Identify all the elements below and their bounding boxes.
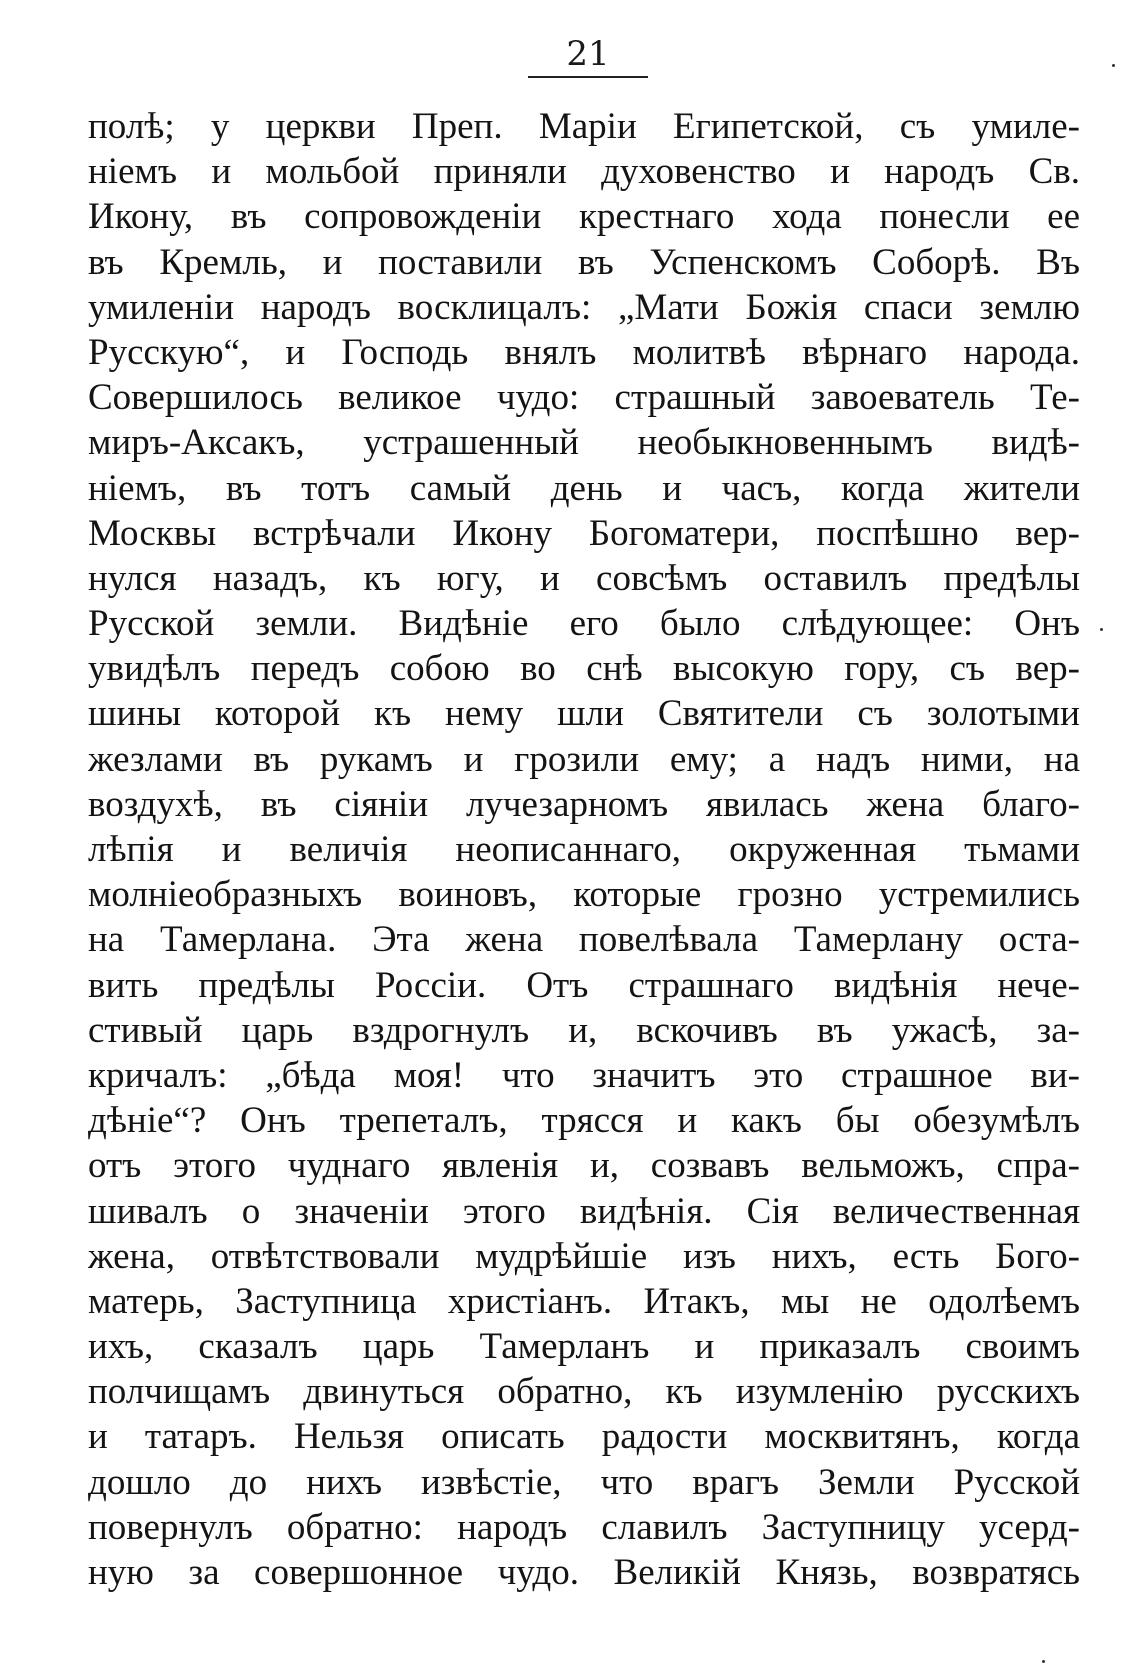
text-line: стивый царь вздрогнулъ и, вскочивъ въ ужасѣ, за- (88, 1009, 1080, 1051)
text-line: и татаръ. Нельзя описать радости москвитянъ, когда (88, 1416, 1080, 1458)
text-line: вить предѣлы Россіи. Отъ страшнаго видѣнія нече- (88, 964, 1080, 1006)
text-line: жена, отвѣтствовали мудрѣйшіе изъ нихъ, есть Бого- (88, 1235, 1080, 1277)
text-line: повернулъ обратно: народъ славилъ Заступницу усерд- (88, 1506, 1080, 1548)
text-line: полчищамъ двинуться обратно, къ изумленію русскихъ (88, 1371, 1080, 1413)
text-line: жезлами въ рукамъ и грозили ему; а надъ ними, на (88, 738, 1080, 780)
text-line: Русской земли. Видѣніе его было слѣдующее: Онъ (88, 603, 1080, 645)
text-line: увидѣлъ передъ собою во снѣ высокую гору, съ вер- (88, 648, 1080, 690)
text-line: дошло до нихъ извѣстіе, что врагъ Земли Русской (88, 1461, 1080, 1503)
text-line: дѣніе“? Онъ трепеталъ, трясся и какъ бы обезумѣлъ (88, 1100, 1080, 1142)
text-line: на Тамерлана. Эта жена повелѣвала Тамерлану оста- (88, 919, 1080, 961)
body-text (88, 104, 1080, 1595)
text-line: матерь, Заступница христіанъ. Итакъ, мы не одолѣемъ (88, 1280, 1080, 1322)
text-line: отъ этого чуднаго явленія и, созвавъ вельможъ, спра- (88, 1145, 1080, 1187)
text-line: въ Кремль, и поставили въ Успенскомъ Соборѣ. Въ (88, 241, 1080, 283)
text-line: ніемъ и мольбой приняли духовенство и народъ Св. (88, 151, 1080, 193)
text-line: лѣпія и величія неописаннаго, окруженная тьмами (88, 829, 1080, 870)
text-line: полѣ; у церкви Преп. Маріи Египетской, съ умиле- (88, 106, 1080, 147)
text-line: умиленіи народъ восклицалъ: „Мати Божія спаси землю (88, 286, 1080, 328)
text-line: ную за совершонное чудо. Великій Князь, возвратясь (88, 1552, 1080, 1593)
text-line: Икону, въ сопровожденіи крестнаго хода понесли ее (88, 196, 1080, 238)
text-line: ихъ, сказалъ царь Тамерланъ и приказалъ своимъ (88, 1326, 1080, 1368)
page-number: 21 (528, 36, 647, 78)
print-speck (1100, 628, 1103, 631)
text-line: молніеобразныхъ воиновъ, которые грозно устремились (88, 874, 1080, 916)
text-line: шивалъ о значеніи этого видѣнія. Сія величественная (88, 1190, 1080, 1232)
text-line: нулся назадъ, къ югу, и совсѣмъ оставилъ предѣлы (88, 557, 1080, 599)
text-line: шины которой къ нему шли Святители съ золотыми (88, 693, 1080, 735)
text-line: миръ-Аксакъ, устрашенный необыкновеннымъ видѣ- (88, 422, 1080, 464)
print-speck (1042, 1660, 1045, 1663)
text-line: кричалъ: „бѣда моя! что значитъ это страшное ви- (88, 1054, 1080, 1096)
text-line: Совершилось великое чудо: страшный завоеватель Те- (88, 377, 1080, 419)
text-line: Москвы встрѣчали Икону Богоматери, поспѣшно вер- (88, 512, 1080, 554)
text-line: ніемъ, въ тотъ самый день и часъ, когда жители (88, 467, 1080, 509)
text-line: Русскую“, и Господь внялъ молитвѣ вѣрнаго народа. (88, 331, 1080, 373)
print-speck (1112, 64, 1115, 67)
page-header (18, 36, 1140, 78)
text-line: воздухѣ, въ сіяніи лучезарномъ явилась жена благо- (88, 783, 1080, 825)
